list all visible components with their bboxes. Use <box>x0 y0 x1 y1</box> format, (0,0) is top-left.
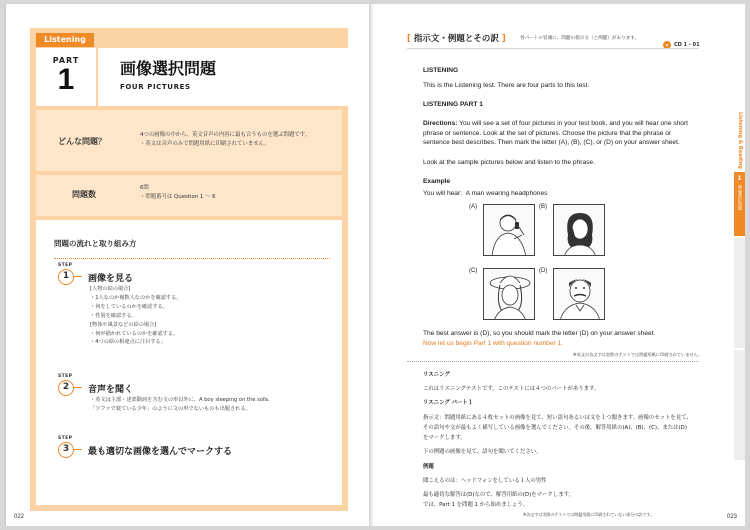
qa-line: 6問 <box>140 185 149 191</box>
page-number: 023 <box>726 514 737 520</box>
step-connector <box>74 276 82 277</box>
intro-text: This is the Listening test. There are four parts to this test. <box>423 82 590 89</box>
step-title: 画像を見る <box>88 274 134 284</box>
section-note: 各パートの冒頭に、問題の指示文（と例題）があります。 <box>520 36 640 41</box>
flow-title: 問題の流れと取り組み方 <box>54 239 137 248</box>
divider <box>54 258 330 259</box>
picture-b <box>553 204 605 256</box>
jp-line: 聞こえるのは：ヘッドフォンをしている１人の男性 <box>423 478 547 484</box>
bottom-note: ※各文字は実際のテストでは問題用紙に印刷されていない部分の訳です。 <box>523 512 654 517</box>
bracket-open: [ <box>407 34 411 44</box>
step-line: ・何が描かれているのかを確認する。 <box>90 330 179 337</box>
example-label: Example <box>423 178 451 185</box>
jp-line: 下の例題の画像を見て、語句を聞いてください。 <box>423 449 542 455</box>
side-tab-title: 画像選択問題 <box>738 185 743 211</box>
page-number: 022 <box>14 514 25 520</box>
jp-line: リスニング パート１ <box>423 400 474 406</box>
step-line: [人物の絵の場合] <box>90 286 131 292</box>
step-number: 3 <box>58 442 74 458</box>
side-tab-empty[interactable] <box>734 350 745 460</box>
part-box <box>36 48 96 106</box>
side-tab-label: Listening & Reading <box>737 112 743 169</box>
qa-value <box>140 184 216 202</box>
qa-row-count <box>36 175 342 216</box>
jp-line: これはリスニングテストです。このテストには４つのパートがあります。 <box>423 386 600 392</box>
section-header <box>407 32 506 44</box>
jp-line: 指示文：問題用紙にある４枚セットの画像を見て、短い語句あるいは文を１つ聞きます。画像のセットを見て、 <box>423 415 692 421</box>
side-tab-section[interactable] <box>734 108 745 170</box>
part-number: 1 <box>57 63 75 96</box>
side-tab-number: 1 <box>737 175 742 182</box>
jp-line: 最も適切な解答は(D)なので、解答用紙の(D)をマークします。 <box>423 492 574 498</box>
qa-line: ・英文は音声のみで問題用紙に印刷されていません。 <box>140 141 270 147</box>
divider <box>407 361 699 362</box>
qa-value <box>140 131 310 149</box>
qa-line: 4つの画像の中から、英文音声の内容に最も合うものを選ぶ問題です。 <box>140 132 311 138</box>
flow-box <box>36 220 342 505</box>
step-line: ・英文は主部・述部動詞を含む文の形以外に、A boy sleeping on the sofa. <box>90 397 270 403</box>
picture-label-d: (D) <box>539 268 548 274</box>
step-2 <box>58 374 270 412</box>
bracket-close: ] <box>501 34 506 44</box>
picture-label-a: (A) <box>469 204 477 210</box>
heading-part1: LISTENING PART 1 <box>423 101 483 108</box>
step-1 <box>58 263 182 346</box>
step-line: 「ソファで寝ている少年」のように文の形でないものも出題される。 <box>90 405 251 412</box>
woman-hat-illustration <box>484 269 535 320</box>
step-line: [物体や風景などの絵の場合] <box>90 321 157 328</box>
picture-c <box>483 268 535 320</box>
side-tab-empty[interactable] <box>734 238 745 348</box>
small-note: ※英文の各文字は実際のテストでは問題用紙に印刷されていません。 <box>573 352 703 357</box>
jp-line: リスニング <box>423 372 450 378</box>
step-tag: STEP <box>58 436 73 441</box>
answer-line: The best answer is (D), so you should mark the letter (D) on your answer sheet. <box>423 330 656 337</box>
step-title: 最も適切な画像を選んでマークする <box>88 447 233 457</box>
left-page <box>6 4 371 526</box>
step-tag: STEP <box>58 263 73 268</box>
step-connector <box>74 449 82 450</box>
step-line: ・性別を確認する。 <box>90 312 137 319</box>
you-will-hear: You will hear: A man wearing headphones <box>423 190 548 197</box>
sample-line: Look at the sample pictures below and listen to the phrase. <box>423 159 595 166</box>
man-headphones-illustration <box>484 205 535 256</box>
part-word: PART <box>52 56 80 65</box>
qa-row-what <box>36 110 342 171</box>
jp-line: 例題 <box>423 464 434 470</box>
jp-line: をマークします。 <box>423 435 466 441</box>
woman-phone-illustration <box>554 205 605 256</box>
picture-label-c: (C) <box>469 268 478 274</box>
jp-line: その語句や文が最もよく描写している画像を選んでください。その後、解答用紙の(A)、(B)、(C)、または(D) <box>423 425 687 431</box>
page-title: 画像選択問題 <box>120 59 217 78</box>
picture-label-b: (B) <box>539 204 547 210</box>
page-subtitle: FOUR PICTURES <box>120 83 191 91</box>
qa-label: どんな問題？ <box>58 137 106 146</box>
qa-line: ・問題番号は Question 1 ～ 6 <box>140 194 216 200</box>
right-page <box>373 4 745 526</box>
step-3 <box>58 436 233 457</box>
man-mustache-illustration <box>554 269 605 320</box>
step-tag: STEP <box>58 374 73 379</box>
section-title: 指示文・例題とその訳 <box>413 34 499 44</box>
cd-label: CD 1 - 01 <box>674 42 700 48</box>
step-line: ・何をしているのかを確認する。 <box>90 303 168 310</box>
step-details <box>90 285 182 347</box>
divider <box>407 48 699 49</box>
listening-tab: Listening <box>36 33 94 47</box>
begin-line: Now let us begin Part 1 with question number 1. <box>423 340 564 347</box>
step-number: 2 <box>58 380 74 396</box>
step-number: 1 <box>58 269 74 285</box>
picture-d <box>553 268 605 320</box>
jp-line: では、Part 1 を問題 1 から始めましょう。 <box>423 502 529 508</box>
step-title: 音声を聞く <box>88 385 134 395</box>
heading-listening: LISTENING <box>423 67 459 74</box>
step-details <box>90 396 270 414</box>
title-box <box>98 48 348 106</box>
step-line: ・1人なのか複数人なのかを確認する。 <box>90 294 182 301</box>
picture-a <box>483 204 535 256</box>
qa-label: 問題数 <box>72 190 96 199</box>
side-tab-part1[interactable] <box>734 172 745 236</box>
step-line: ・4つの絵の相違点に注目する。 <box>90 339 166 346</box>
step-connector <box>74 387 82 388</box>
directions-text: Directions: You will see a set of four pictures in your test book, and you will hear one short phrase or sentence. Look at the set of pictures. Choose the picture that the phrase or sentence best describes. Then mark the letter (A), (B), (C), or (D) on your answer sheet. <box>423 120 688 147</box>
